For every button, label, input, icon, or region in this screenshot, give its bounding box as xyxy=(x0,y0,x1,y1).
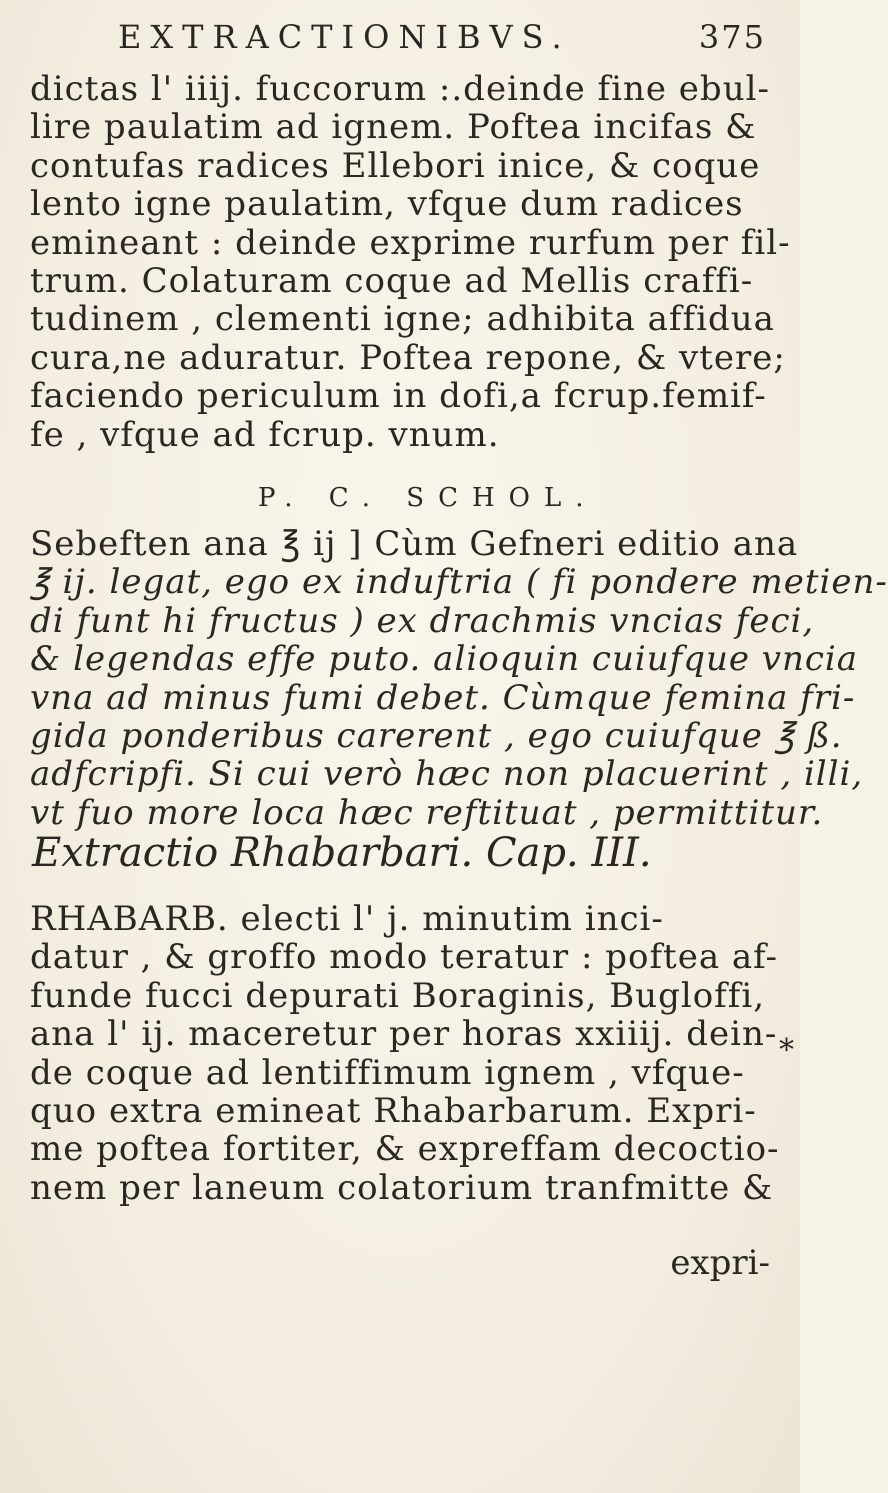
text-line: ℥ ij. legat, ego ex induftria ( fi pondere metien- xyxy=(30,562,888,603)
text-line: tudinem , clementi igne; adhibita affidua xyxy=(30,299,775,340)
text-line: Sebeften ana ℥ ij ] Cùm Gefneri editio ana xyxy=(30,524,799,564)
text-line: emineant : deinde exprime rurfum per fil- xyxy=(30,222,791,263)
text-line: ana l' ij. maceretur per horas xxiiij. dein- xyxy=(30,1014,778,1055)
text-line: di funt hi fructus ) ex drachmis vncias feci, xyxy=(30,600,815,641)
text-line: contufas radices Ellebori inice, & coque xyxy=(30,145,761,186)
text-line: gida ponderibus carerent , ego cuiufque ℥ ß. xyxy=(30,715,843,756)
scholium-label: P. C. SCHOL. xyxy=(258,483,598,513)
text-line: faciendo periculum in dofi,a fcrup.femif- xyxy=(30,376,767,417)
text-line: datur , & groffo modo teratur : poftea af- xyxy=(30,937,779,978)
text-line: vna ad minus fumi debet. Cùmque femina fri- xyxy=(30,677,856,718)
text-line: de coque ad lentiffimum ignem , vfque- xyxy=(30,1052,745,1093)
catchword: expri- xyxy=(670,1243,770,1283)
running-title: EXTRACTIONIBVS. xyxy=(118,18,571,56)
margin-asterisk: * xyxy=(779,1033,794,1068)
text-line: me poftea fortiter, & expreffam decoctio- xyxy=(30,1129,780,1170)
text-line: & legendas effe puto. alioquin cuiufque vncia xyxy=(30,639,859,680)
paragraph-1 xyxy=(30,69,791,455)
text-line: lento igne paulatim, vfque dum radices xyxy=(30,184,744,225)
text-line: dictas l' iiij. fuccorum :.deinde fine ebul- xyxy=(30,69,770,109)
chapter-heading: Extractio Rhabarbari. Cap. III. xyxy=(32,830,652,876)
text-line: quo extra emineat Rhabarbarum. Expri- xyxy=(30,1090,757,1131)
text-line: adfcripfi. Si cui verò hæc non placuerint , illi, xyxy=(30,754,864,795)
scholium-paragraph xyxy=(30,524,888,833)
text-line: cura,ne aduratur. Poftea repone, & vtere; xyxy=(30,337,786,378)
text-line: vt fuo more loca hæc reftituat , permittitur. xyxy=(30,792,824,833)
text-line: RHABARB. electi l' j. minutim inci- xyxy=(30,899,664,939)
text-line: funde fucci depurati Boraginis, Bugloffi, xyxy=(30,975,766,1016)
paragraph-2 xyxy=(30,899,780,1208)
text-line: nem per laneum colatorium tranfmitte & xyxy=(30,1167,774,1208)
page-number: 375 xyxy=(698,18,766,56)
text-line: fe , vfque ad fcrup. vnum. xyxy=(30,414,500,455)
text-line: trum. Colaturam coque ad Mellis craffi- xyxy=(30,260,754,301)
text-line: lire paulatim ad ignem. Poftea incifas & xyxy=(30,107,757,148)
page-header xyxy=(118,18,766,68)
